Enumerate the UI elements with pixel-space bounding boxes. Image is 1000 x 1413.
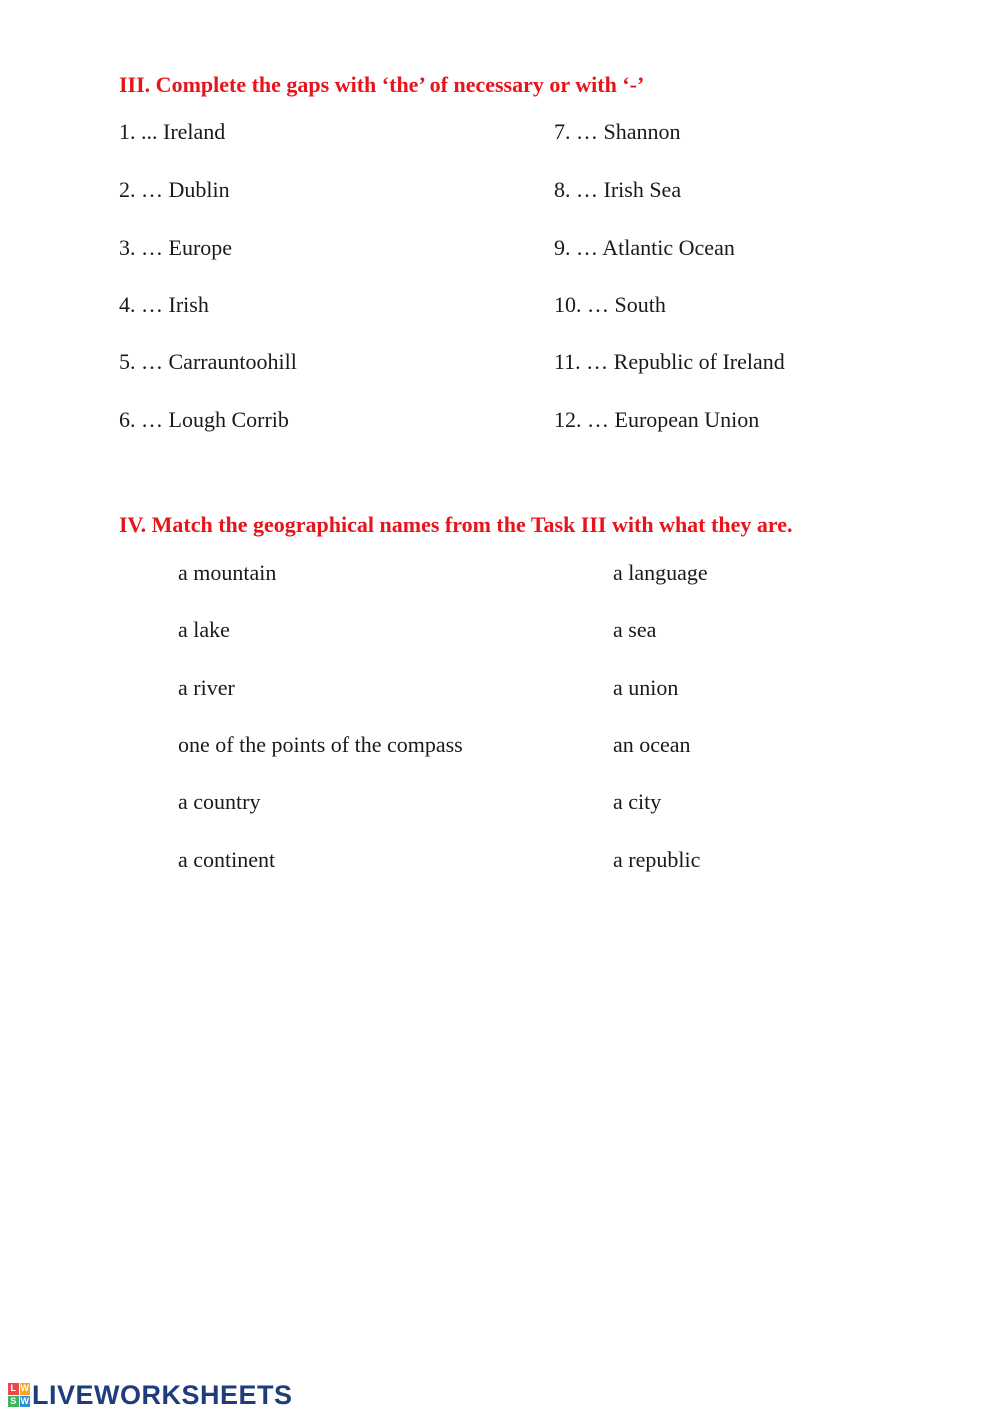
task-4-category: a river	[178, 675, 235, 700]
liveworksheets-logo	[8, 1380, 293, 1410]
task-4-category: a language	[613, 560, 708, 585]
task-3-item: 11. … Republic of Ireland	[554, 349, 785, 374]
task-3-heading: III. Complete the gaps with ‘the’ of necessary or with ‘-’	[119, 72, 645, 97]
logo-cell-3: S	[8, 1396, 19, 1408]
task-3-item: 4. … Irish	[119, 292, 209, 317]
task-4-category: a republic	[613, 847, 701, 872]
task-4-category: an ocean	[613, 732, 691, 757]
logo-cell-1: L	[8, 1383, 19, 1395]
task-4-heading: IV. Match the geographical names from the Task III with what they are.	[119, 512, 793, 537]
task-3-item: 8. … Irish Sea	[554, 177, 682, 202]
logo-cell-4: W	[20, 1395, 29, 1406]
task-3-item: 10. … South	[554, 292, 666, 317]
task-3-item: 3. … Europe	[119, 235, 233, 260]
task-4-category: a country	[178, 789, 261, 814]
task-4-category: a union	[613, 675, 679, 700]
task-3-item: 12. … European Union	[554, 407, 760, 432]
task-4-category: a sea	[613, 617, 657, 642]
liveworksheets-logo-icon	[8, 1383, 30, 1407]
task-3-item: 6. … Lough Corrib	[119, 407, 289, 432]
task-3-item: 9. … Atlantic Ocean	[554, 235, 735, 260]
task-4-category: one of the points of the compass	[178, 732, 463, 757]
task-4-category: a city	[613, 789, 662, 814]
task-4-category: a lake	[178, 617, 230, 642]
task-4-category: a mountain	[178, 560, 277, 585]
task-3-item: 1. ... Ireland	[119, 119, 226, 144]
logo-cell-2: W	[20, 1383, 29, 1394]
task-4-category: a continent	[178, 847, 276, 872]
task-3-item: 2. … Dublin	[119, 177, 230, 202]
liveworksheets-logo-text: LIVEWORKSHEETS	[32, 1379, 293, 1410]
task-3-item: 7. … Shannon	[554, 119, 681, 144]
task-3-item: 5. … Carrauntoohill	[119, 349, 297, 374]
